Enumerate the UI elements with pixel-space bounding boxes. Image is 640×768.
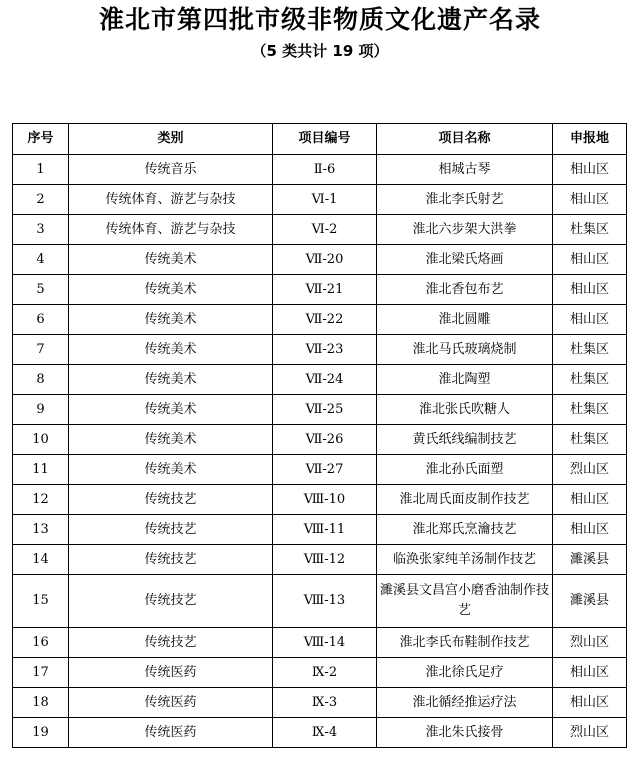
cell-category: 传统美术 (69, 425, 273, 455)
cell-declaring-area: 相山区 (553, 515, 627, 545)
cell-serial-number: 3 (13, 215, 69, 245)
table-row (13, 485, 627, 515)
cell-declaring-area: 相山区 (553, 245, 627, 275)
cell-serial-number: 15 (13, 575, 69, 628)
cell-declaring-area: 杜集区 (553, 365, 627, 395)
cell-item-code: Ⅶ-22 (273, 305, 377, 335)
cell-item-name: 淮北李氏射艺 (377, 185, 553, 215)
cell-serial-number: 13 (13, 515, 69, 545)
cell-category: 传统美术 (69, 365, 273, 395)
cell-serial-number: 10 (13, 425, 69, 455)
cell-declaring-area: 相山区 (553, 305, 627, 335)
table-header-row (13, 124, 627, 155)
cell-item-name: 黄氏纸线编制技艺 (377, 425, 553, 455)
cell-serial-number: 11 (13, 455, 69, 485)
cell-declaring-area: 濉溪县 (553, 545, 627, 575)
cell-category: 传统技艺 (69, 515, 273, 545)
cell-serial-number: 19 (13, 718, 69, 748)
table-row (13, 215, 627, 245)
cell-item-name: 濉溪县文昌宫小磨香油制作技艺 (377, 575, 553, 628)
cell-item-code: Ⅱ-6 (273, 155, 377, 185)
cell-item-name: 淮北梁氏烙画 (377, 245, 553, 275)
cell-item-name: 淮北圆雕 (377, 305, 553, 335)
table-row (13, 335, 627, 365)
cell-serial-number: 7 (13, 335, 69, 365)
cell-declaring-area: 杜集区 (553, 335, 627, 365)
cell-item-name: 淮北郑氏烹瀹技艺 (377, 515, 553, 545)
cell-category: 传统美术 (69, 245, 273, 275)
cell-declaring-area: 濉溪县 (553, 575, 627, 628)
cell-declaring-area: 相山区 (553, 485, 627, 515)
cell-item-code: Ⅶ-21 (273, 275, 377, 305)
cell-item-code: Ⅷ-14 (273, 628, 377, 658)
table-row (13, 455, 627, 485)
cell-category: 传统美术 (69, 275, 273, 305)
table-row (13, 275, 627, 305)
cell-item-code: Ⅷ-12 (273, 545, 377, 575)
cell-item-code: Ⅷ-10 (273, 485, 377, 515)
header-category: 类别 (69, 124, 273, 155)
cell-item-code: Ⅶ-24 (273, 365, 377, 395)
cell-item-code: Ⅶ-27 (273, 455, 377, 485)
cell-item-name: 淮北朱氏接骨 (377, 718, 553, 748)
cell-item-code: Ⅶ-23 (273, 335, 377, 365)
cell-declaring-area: 烈山区 (553, 718, 627, 748)
cell-category: 传统美术 (69, 305, 273, 335)
table-row (13, 425, 627, 455)
cell-declaring-area: 杜集区 (553, 215, 627, 245)
cell-declaring-area: 相山区 (553, 658, 627, 688)
table-row (13, 515, 627, 545)
table-row (13, 658, 627, 688)
table-row (13, 185, 627, 215)
cell-serial-number: 1 (13, 155, 69, 185)
table-row (13, 575, 627, 628)
cell-declaring-area: 相山区 (553, 155, 627, 185)
cell-item-name: 淮北香包布艺 (377, 275, 553, 305)
cell-item-name: 相城古琴 (377, 155, 553, 185)
cell-declaring-area: 烈山区 (553, 455, 627, 485)
table-row (13, 628, 627, 658)
cell-item-code: Ⅸ-4 (273, 718, 377, 748)
cell-item-name: 临涣张家纯羊汤制作技艺 (377, 545, 553, 575)
cell-item-name: 淮北马氏玻璃烧制 (377, 335, 553, 365)
cell-item-name: 淮北六步架大洪拳 (377, 215, 553, 245)
cell-declaring-area: 烈山区 (553, 628, 627, 658)
cell-item-name: 淮北循经推运疗法 (377, 688, 553, 718)
cell-declaring-area: 杜集区 (553, 395, 627, 425)
cell-category: 传统美术 (69, 395, 273, 425)
cell-category: 传统医药 (69, 718, 273, 748)
cell-category: 传统技艺 (69, 545, 273, 575)
cell-item-code: Ⅵ-1 (273, 185, 377, 215)
table-row (13, 305, 627, 335)
table-row (13, 395, 627, 425)
cell-item-code: Ⅷ-13 (273, 575, 377, 628)
cell-declaring-area: 相山区 (553, 275, 627, 305)
cell-serial-number: 2 (13, 185, 69, 215)
table-row (13, 688, 627, 718)
table-row (13, 155, 627, 185)
heritage-registry-table (12, 123, 627, 748)
header-serial-number: 序号 (13, 124, 69, 155)
cell-item-name: 淮北周氏面皮制作技艺 (377, 485, 553, 515)
cell-item-code: Ⅸ-2 (273, 658, 377, 688)
document-title: 淮北市第四批市级非物质文化遗产名录 (98, 5, 541, 34)
cell-category: 传统音乐 (69, 155, 273, 185)
cell-item-name: 淮北李氏布鞋制作技艺 (377, 628, 553, 658)
table-row (13, 718, 627, 748)
table-row (13, 545, 627, 575)
cell-declaring-area: 相山区 (553, 688, 627, 718)
cell-item-name: 淮北陶塑 (377, 365, 553, 395)
cell-item-code: Ⅶ-26 (273, 425, 377, 455)
header-item-name: 项目名称 (377, 124, 553, 155)
cell-item-name: 淮北徐氏足疗 (377, 658, 553, 688)
cell-category: 传统美术 (69, 455, 273, 485)
cell-item-code: Ⅶ-25 (273, 395, 377, 425)
cell-serial-number: 12 (13, 485, 69, 515)
cell-item-code: Ⅸ-3 (273, 688, 377, 718)
cell-serial-number: 8 (13, 365, 69, 395)
header-item-code: 项目编号 (273, 124, 377, 155)
cell-serial-number: 18 (13, 688, 69, 718)
cell-serial-number: 16 (13, 628, 69, 658)
cell-category: 传统技艺 (69, 628, 273, 658)
cell-serial-number: 17 (13, 658, 69, 688)
cell-item-code: Ⅵ-2 (273, 215, 377, 245)
cell-category: 传统体育、游艺与杂技 (69, 215, 273, 245)
cell-category: 传统体育、游艺与杂技 (69, 185, 273, 215)
cell-item-code: Ⅷ-11 (273, 515, 377, 545)
cell-category: 传统美术 (69, 335, 273, 365)
cell-declaring-area: 杜集区 (553, 425, 627, 455)
header-declaring-area: 申报地 (553, 124, 627, 155)
cell-category: 传统医药 (69, 658, 273, 688)
cell-category: 传统技艺 (69, 485, 273, 515)
cell-item-name: 淮北张氏吹糖人 (377, 395, 553, 425)
cell-item-name: 淮北孙氏面塑 (377, 455, 553, 485)
table-row (13, 245, 627, 275)
cell-serial-number: 9 (13, 395, 69, 425)
table-row (13, 365, 627, 395)
cell-serial-number: 4 (13, 245, 69, 275)
cell-item-code: Ⅶ-20 (273, 245, 377, 275)
cell-serial-number: 6 (13, 305, 69, 335)
cell-serial-number: 14 (13, 545, 69, 575)
cell-category: 传统医药 (69, 688, 273, 718)
document-subtitle: （5 类共计 19 项） (251, 42, 389, 60)
cell-category: 传统技艺 (69, 575, 273, 628)
cell-declaring-area: 相山区 (553, 185, 627, 215)
cell-serial-number: 5 (13, 275, 69, 305)
